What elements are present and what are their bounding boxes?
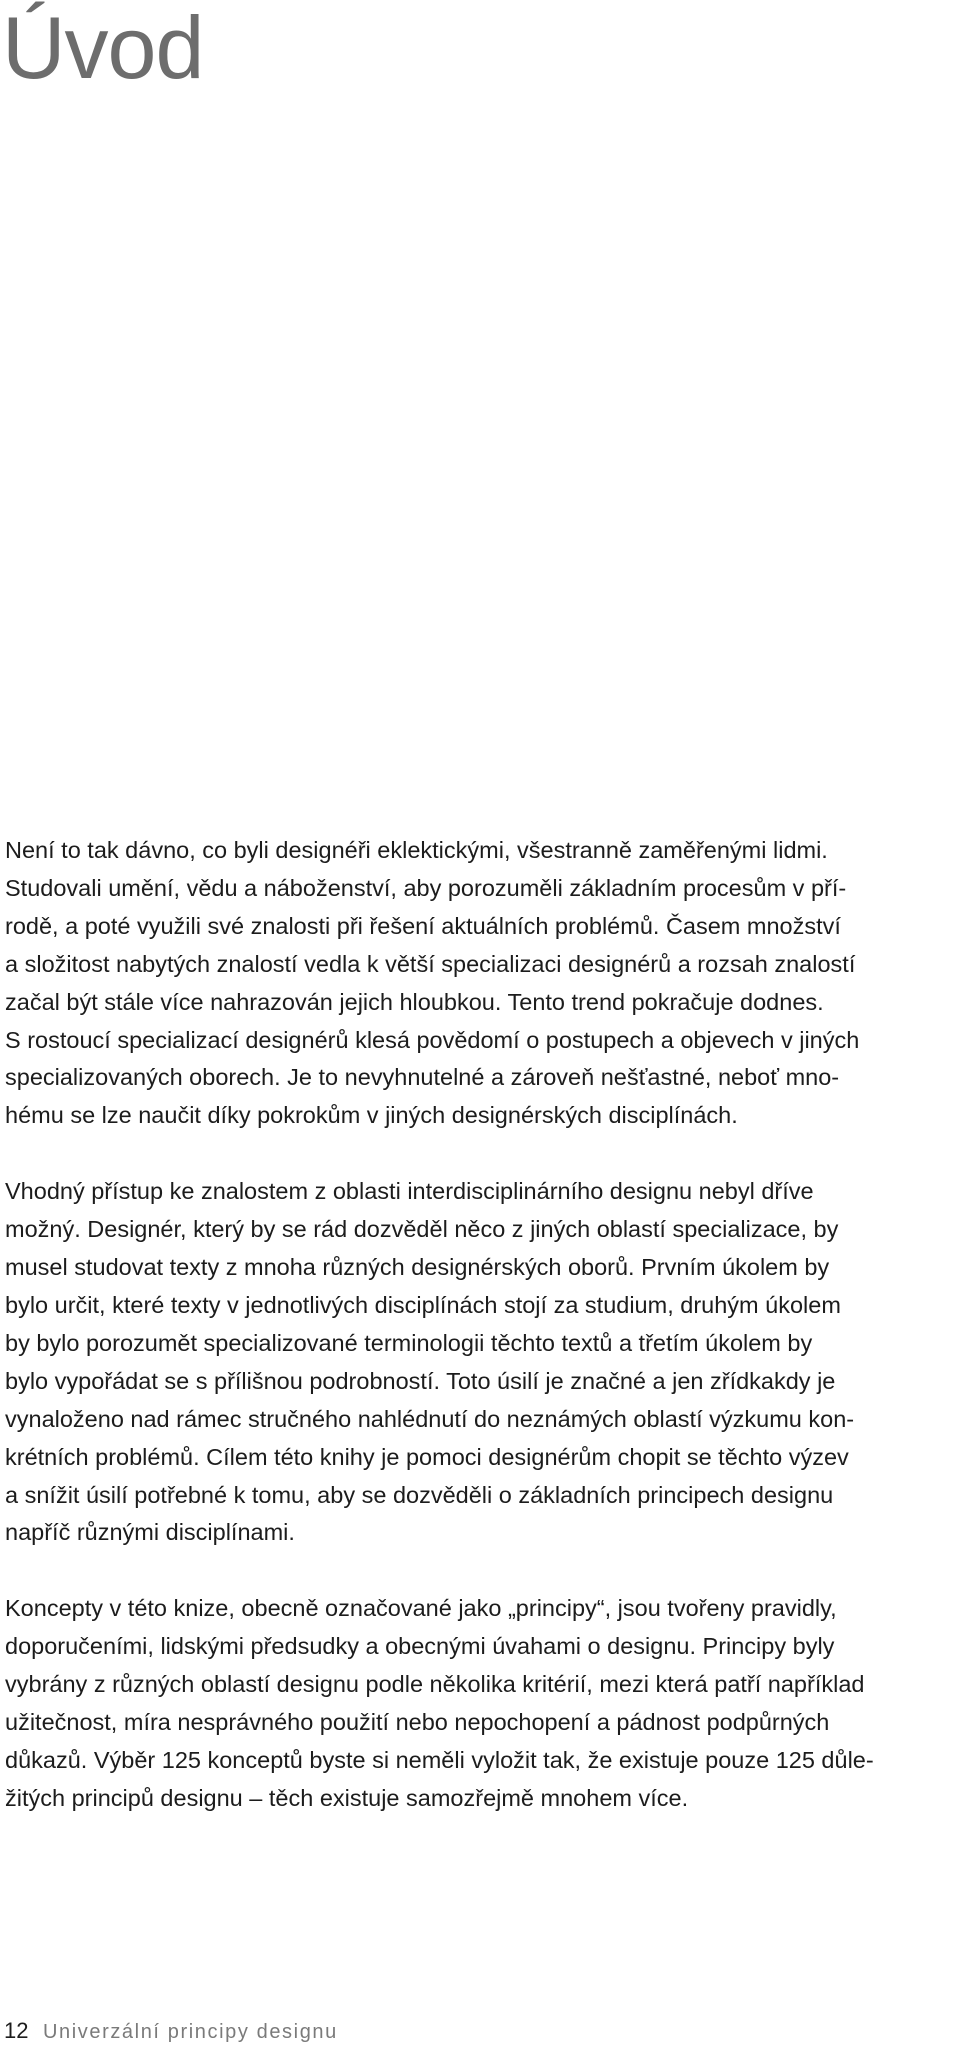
page-footer xyxy=(4,2016,338,2046)
paragraph-line: bylo určit, které texty v jednotlivých disciplínách stojí za studium, druhým úkolem xyxy=(5,1291,841,1318)
paragraph-line: Vhodný přístup ke znalostem z oblasti interdisciplinárního designu nebyl dříve xyxy=(5,1178,814,1205)
paragraph xyxy=(5,1590,953,1817)
paragraph-line: vybrány z různých oblastí designu podle několika kritérií, mezi která patří například xyxy=(5,1671,865,1698)
paragraph-line: napříč různými disciplínami. xyxy=(5,1519,295,1546)
paragraph-line: specializovaných oborech. Je to nevyhnutelné a zároveň nešťastné, neboť mno- xyxy=(5,1064,840,1091)
paragraph-line: začal být stále více nahrazován jejich hloubkou. Tento trend pokračuje dodnes. xyxy=(5,988,824,1015)
paragraph-line: vynaloženo nad rámec stručného nahlédnutí do neznámých oblastí výzkumu kon- xyxy=(5,1405,855,1432)
page-number: 12 xyxy=(4,2018,29,2043)
paragraph-line: hému se lze naučit díky pokrokům v jiných designérských disciplínách. xyxy=(5,1102,738,1129)
paragraph-line: doporučeními, lidskými předsudky a obecnými úvahami o designu. Principy byly xyxy=(5,1633,835,1660)
paragraph-line: by bylo porozumět specializované terminologii těchto textů a třetím úkolem by xyxy=(5,1329,813,1356)
page-title: Úvod xyxy=(2,0,204,97)
paragraph-line: S rostoucí specializací designérů klesá povědomí o postupech a objevech v jiných xyxy=(5,1026,860,1053)
paragraph xyxy=(5,1173,953,1552)
paragraph-line: rodě, a poté využili své znalosti při řešení aktuálních problémů. Časem množství xyxy=(5,912,841,939)
paragraph-line: možný. Designér, který by se rád dozvěděl něco z jiných oblastí specializace, by xyxy=(5,1216,839,1243)
paragraph-line: Koncepty v této knize, obecně označované jako „principy“, jsou tvořeny pravidly, xyxy=(5,1595,837,1622)
paragraph-line: musel studovat texty z mnoha různých designérských oborů. Prvním úkolem by xyxy=(5,1254,830,1281)
paragraph-line: užitečnost, míra nesprávného použití nebo nepochopení a pádnost podpůrných xyxy=(5,1709,830,1736)
paragraph-line: Není to tak dávno, co byli designéři eklektickými, všestranně zaměřenými lidmi. xyxy=(5,837,828,863)
paragraph-line: a složitost nabytých znalostí vedla k větší specializaci designérů a rozsah znalostí xyxy=(5,950,856,977)
paragraph-line: a snížit úsilí potřebné k tomu, aby se dozvěděli o základních principech designu xyxy=(5,1481,834,1508)
running-title: Univerzální principy designu xyxy=(42,2021,338,2043)
paragraph-line: Studovali umění, vědu a náboženství, aby porozuměli základním procesům v pří- xyxy=(5,874,847,901)
paragraph-line: krétních problémů. Cílem této knihy je pomoci designérům chopit se těchto výzev xyxy=(5,1443,849,1470)
paragraph xyxy=(5,832,953,1135)
body-text xyxy=(5,832,953,1856)
paragraph-line: důkazů. Výběr 125 konceptů byste si neměli vyložit tak, že existuje pouze 125 důle- xyxy=(5,1746,874,1773)
paragraph-line: žitých principů designu – těch existuje samozřejmě mnohem více. xyxy=(5,1784,689,1811)
paragraph-line: bylo vypořádat se s přílišnou podrobností. Toto úsilí je značné a jen zřídkakdy je xyxy=(5,1367,836,1394)
